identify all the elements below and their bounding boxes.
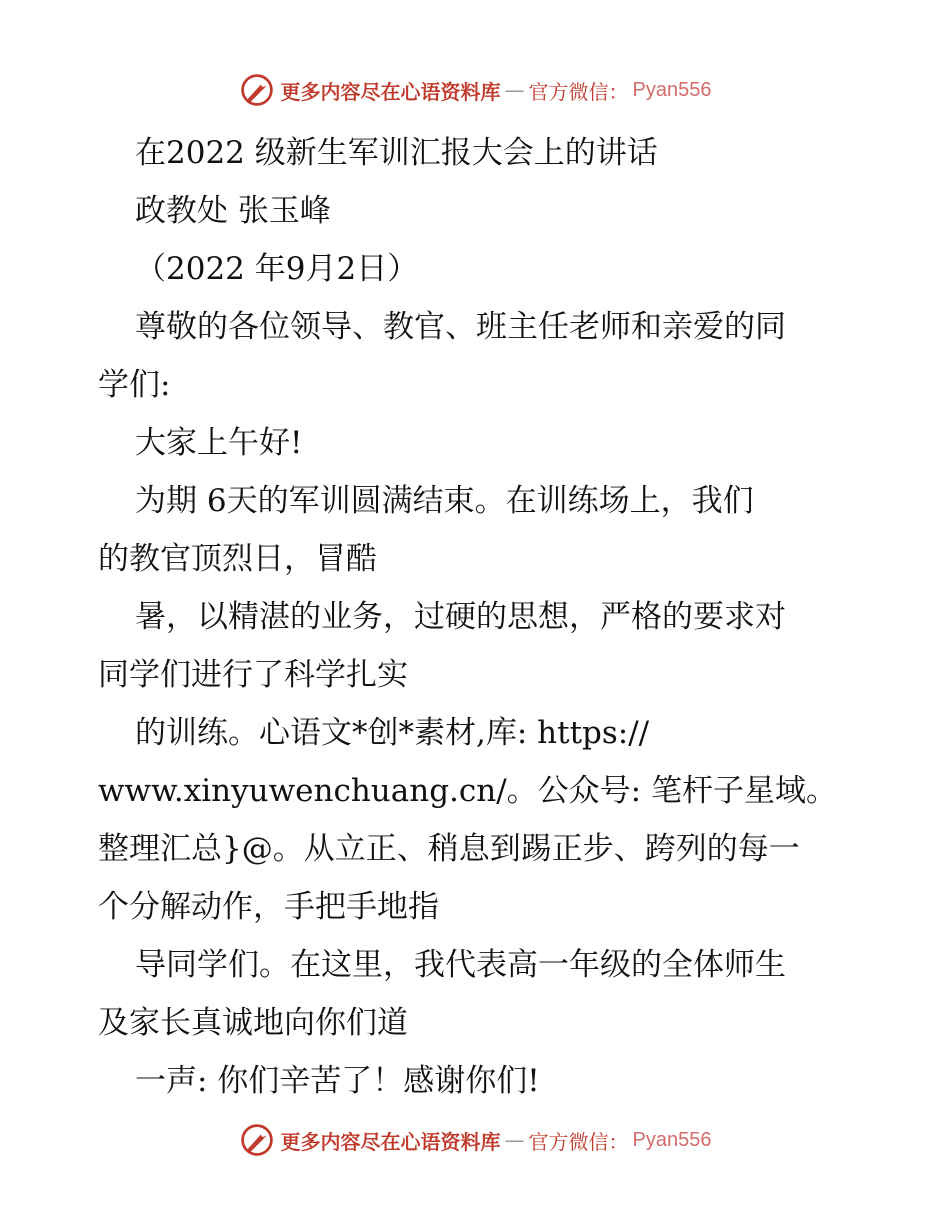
text-line: 在2022 级新生军训汇报大会上的讲话 — [135, 135, 658, 171]
text-line: 整理汇总}@。从立正、稍息到踢正步、跨列的每一 — [98, 831, 800, 867]
text-line: 导同学们。在这里，我代表高一年级的全体师生 — [135, 947, 786, 983]
watermark-account-id: Pyan556 — [632, 78, 712, 101]
text-line: 一声: 你们辛苦了！感谢你们! — [135, 1063, 540, 1099]
text-line: www.xinyuwenchuang.cn/。公众号: 笔杆子星域。 — [98, 773, 837, 809]
pen-logo-icon — [239, 72, 275, 108]
document-body — [98, 124, 858, 1110]
text-line: 暑，以精湛的业务，过硬的思想，严格的要求对 — [135, 599, 786, 635]
watermark-text: 更多内容尽在心语资料库 — [280, 1129, 501, 1154]
pen-logo-icon — [239, 1122, 275, 1158]
watermark-account-label: 官方微信： — [528, 79, 629, 104]
text-line: （2022 年9月2日） — [135, 251, 419, 287]
watermark-separator: — — [504, 78, 525, 102]
text-line: 的教官顶烈日，冒酷 — [98, 541, 377, 577]
watermark-text: 更多内容尽在心语资料库 — [280, 79, 501, 104]
watermark-account-label: 官方微信： — [528, 1129, 629, 1154]
watermark-separator: — — [504, 1128, 525, 1152]
text-line: 个分解动作，手把手地指 — [98, 889, 439, 925]
text-line: 大家上午好! — [135, 425, 303, 461]
text-line: 尊敬的各位领导、教官、班主任老师和亲爱的同 — [135, 309, 786, 345]
text-line: 学们: — [98, 367, 171, 403]
header-watermark — [0, 70, 950, 110]
watermark-account-id: Pyan556 — [632, 1128, 712, 1151]
text-line: 同学们进行了科学扎实 — [98, 657, 408, 693]
text-line: 政教处 张玉峰 — [135, 193, 331, 229]
text-line: 的训练。心语文*创*素材,库: https:// — [135, 715, 650, 751]
text-line: 为期 6天的军训圆满结束。在训练场上，我们 — [135, 483, 754, 519]
text-line: 及家长真诚地向你们道 — [98, 1005, 408, 1041]
footer-watermark — [0, 1120, 950, 1160]
